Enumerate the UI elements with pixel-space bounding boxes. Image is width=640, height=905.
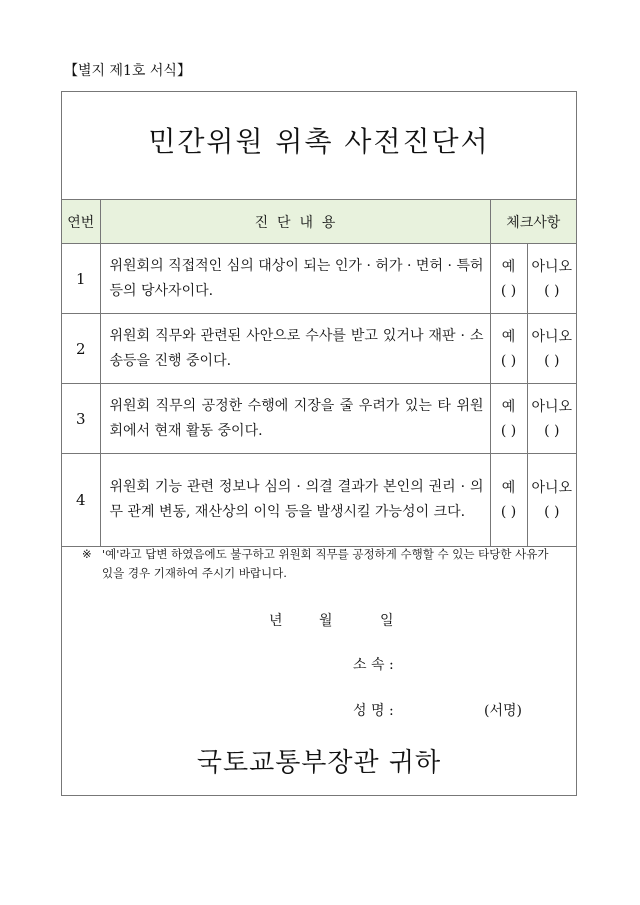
table-row — [62, 454, 576, 547]
note — [82, 545, 562, 583]
row-content: 위원회 직무의 공정한 수행에 지장을 줄 우려가 있는 타 위원회에서 현재 활동 중이다. — [100, 384, 490, 454]
form-label: 【별지 제1호 서식】 — [64, 63, 191, 79]
yes-box: ( ) — [500, 282, 517, 299]
row-content: 위원회 기능 관련 정보나 심의 · 의결 결과가 본인의 권리 · 의무 관계 변동, 재산상의 이익 등을 발생시킬 가능성이 크다. — [100, 454, 490, 547]
header-no: 연번 — [62, 200, 100, 244]
no-label: 아니오 — [531, 258, 573, 275]
no-box: ( ) — [544, 422, 560, 439]
header-check: 체크사항 — [490, 200, 576, 244]
table-row — [62, 244, 576, 314]
no-box: ( ) — [544, 504, 560, 520]
yes-label: 예 — [501, 328, 516, 345]
yes-box: ( ) — [500, 422, 517, 439]
no-label: 아니오 — [531, 480, 573, 496]
yes-label: 예 — [501, 258, 516, 275]
no-checkbox[interactable] — [527, 244, 576, 314]
no-box: ( ) — [544, 352, 560, 369]
note-mark: ※ — [82, 547, 92, 561]
row-content: 위원회의 직접적인 심의 대상이 되는 인가 · 허가 · 면허 · 특허 등의 당사자이다. — [100, 244, 490, 314]
row-number: 1 — [62, 244, 100, 314]
no-label: 아니오 — [531, 328, 573, 345]
signature-field[interactable]: (서명) — [484, 703, 522, 719]
yes-label: 예 — [501, 398, 516, 415]
yes-checkbox[interactable] — [490, 314, 527, 384]
yes-checkbox[interactable] — [490, 244, 527, 314]
name-field[interactable]: 성 명 : — [353, 703, 394, 719]
table-row — [62, 314, 576, 384]
table-row — [62, 384, 576, 454]
yes-checkbox[interactable] — [490, 384, 527, 454]
no-box: ( ) — [544, 282, 560, 299]
yes-box: ( ) — [500, 504, 517, 520]
note-text: '예'라고 답변 하였음에도 불구하고 위원회 직무를 공정하게 수행할 수 있는 타당한 사유가 있을 경우 기재하여 주시기 바랍니다. — [102, 547, 549, 580]
header-content: 진 단 내 용 — [100, 200, 490, 244]
row-number: 3 — [62, 384, 100, 454]
addressee: 국토교통부장관 귀하 — [196, 748, 442, 778]
date-year: 년 — [269, 613, 283, 629]
no-label: 아니오 — [531, 398, 573, 415]
affiliation-field[interactable]: 소 속 : — [353, 657, 394, 673]
form-title: 민간위원 위촉 사전진단서 — [148, 125, 490, 158]
row-number: 4 — [62, 454, 100, 547]
yes-box: ( ) — [500, 352, 517, 369]
diagnosis-table — [62, 199, 576, 547]
no-checkbox[interactable] — [527, 454, 576, 547]
yes-label: 예 — [501, 480, 516, 496]
date-day: 일 — [380, 613, 394, 629]
table-header-row — [62, 200, 576, 244]
row-number: 2 — [62, 314, 100, 384]
no-checkbox[interactable] — [527, 384, 576, 454]
yes-checkbox[interactable] — [490, 454, 527, 547]
no-checkbox[interactable] — [527, 314, 576, 384]
row-content: 위원회 직무와 관련된 사안으로 수사를 받고 있거나 재판 · 소송등을 진행 중이다. — [100, 314, 490, 384]
form-frame — [61, 91, 577, 796]
date-month: 월 — [319, 613, 333, 629]
